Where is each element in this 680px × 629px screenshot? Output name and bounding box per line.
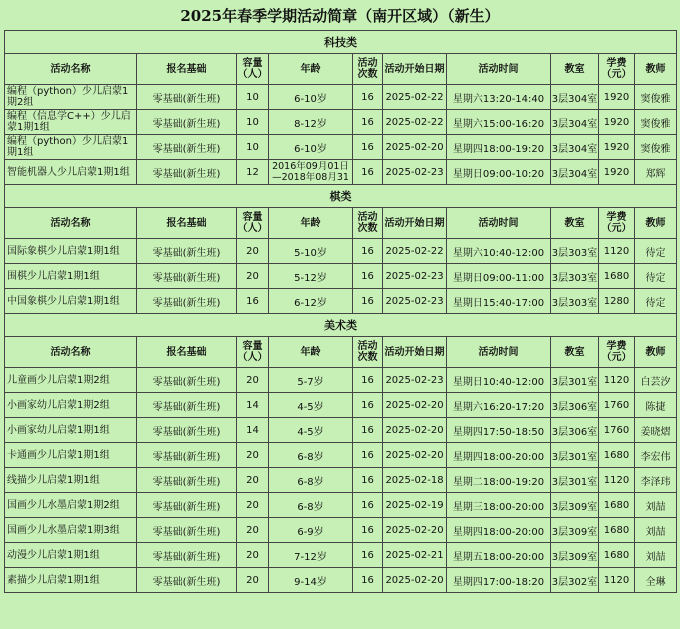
age-range-cell: 5-12岁 [269,264,353,289]
column-header-activity-time: 活动时间 [447,54,551,85]
teacher-cell: 刘喆 [635,518,677,543]
column-header-teacher: 教师 [635,54,677,85]
header-row [5,208,677,239]
activity-name-cell: 编程（python）少儿启蒙1期1组 [5,135,137,160]
schedule-body [5,31,677,593]
classroom-cell: 3层303室 [551,264,599,289]
start-date-cell: 2025-02-23 [383,160,447,185]
enroll-level-cell: 零基础(新生班) [137,443,237,468]
table-row [5,543,677,568]
tuition-fee-cell: 1120 [599,368,635,393]
session-count-cell: 16 [353,543,383,568]
table-row [5,264,677,289]
activity-name-cell: 儿童画少儿启蒙1期2组 [5,368,137,393]
table-row [5,468,677,493]
activity-name-cell: 编程（python）少儿启蒙1期2组 [5,85,137,110]
age-range-cell: 6-8岁 [269,468,353,493]
column-header-teacher: 教师 [635,337,677,368]
classroom-cell: 3层304室 [551,160,599,185]
enroll-level-cell: 零基础(新生班) [137,85,237,110]
classroom-cell: 3层309室 [551,493,599,518]
capacity-cell: 20 [237,568,269,593]
teacher-cell: 全琳 [635,568,677,593]
activity-time-cell: 星期四18:00-20:00 [447,518,551,543]
capacity-cell: 14 [237,393,269,418]
page-title: 2025年春季学期活动简章（南开区域）（新生） [180,7,500,25]
classroom-cell: 3层304室 [551,110,599,135]
age-range-cell: 6-12岁 [269,289,353,314]
activity-time-cell: 星期二18:00-19:20 [447,468,551,493]
start-date-cell: 2025-02-20 [383,393,447,418]
session-count-cell: 16 [353,264,383,289]
column-header-activity-name: 活动名称 [5,54,137,85]
start-date-cell: 2025-02-20 [383,418,447,443]
section-title-row [5,185,677,208]
activity-name-cell: 围棋少儿启蒙1期1组 [5,264,137,289]
column-header-classroom: 教室 [551,337,599,368]
header-row [5,337,677,368]
session-count-cell: 16 [353,160,383,185]
capacity-cell: 20 [237,493,269,518]
table-row [5,518,677,543]
section-title: 美术类 [5,314,677,337]
classroom-cell: 3层301室 [551,468,599,493]
column-header-age-range: 年龄 [269,208,353,239]
activity-time-cell: 星期四18:00-20:00 [447,443,551,468]
start-date-cell: 2025-02-21 [383,543,447,568]
column-header-tuition-fee: 学费（元） [599,337,635,368]
activity-name-cell: 小画家幼儿启蒙1期1组 [5,418,137,443]
activity-name-cell: 国画少儿水墨启蒙1期3组 [5,518,137,543]
enroll-level-cell: 零基础(新生班) [137,568,237,593]
activity-name-cell: 智能机器人少儿启蒙1期1组 [5,160,137,185]
age-range-cell: 4-5岁 [269,393,353,418]
tuition-fee-cell: 1680 [599,518,635,543]
activity-name-cell: 小画家幼儿启蒙1期2组 [5,393,137,418]
age-range-cell: 6-8岁 [269,443,353,468]
teacher-cell: 李宏伟 [635,443,677,468]
activity-time-cell: 星期六16:20-17:20 [447,393,551,418]
activity-time-cell: 星期日09:00-11:00 [447,264,551,289]
activity-time-cell: 星期三18:00-20:00 [447,493,551,518]
tuition-fee-cell: 1920 [599,110,635,135]
column-header-teacher: 教师 [635,208,677,239]
column-header-capacity: 容量（人） [237,337,269,368]
column-header-activity-time: 活动时间 [447,208,551,239]
activity-name-cell: 中国象棋少儿启蒙1期1组 [5,289,137,314]
table-row [5,160,677,185]
capacity-cell: 20 [237,264,269,289]
table-row [5,393,677,418]
column-header-session-count: 活动次数 [353,54,383,85]
session-count-cell: 16 [353,289,383,314]
classroom-cell: 3层309室 [551,543,599,568]
activity-name-cell: 素描少儿启蒙1期1组 [5,568,137,593]
capacity-cell: 16 [237,289,269,314]
session-count-cell: 16 [353,493,383,518]
classroom-cell: 3层304室 [551,85,599,110]
enroll-level-cell: 零基础(新生班) [137,393,237,418]
capacity-cell: 12 [237,160,269,185]
teacher-cell: 待定 [635,239,677,264]
capacity-cell: 20 [237,543,269,568]
capacity-cell: 10 [237,135,269,160]
capacity-cell: 20 [237,239,269,264]
age-range-cell: 4-5岁 [269,418,353,443]
activity-time-cell: 星期四17:50-18:50 [447,418,551,443]
enroll-level-cell: 零基础(新生班) [137,135,237,160]
age-range-cell: 6-10岁 [269,135,353,160]
column-header-classroom: 教室 [551,208,599,239]
activity-time-cell: 星期六15:00-16:20 [447,110,551,135]
capacity-cell: 20 [237,518,269,543]
column-header-start-date: 活动开始日期 [383,208,447,239]
session-count-cell: 16 [353,568,383,593]
column-header-session-count: 活动次数 [353,208,383,239]
classroom-cell: 3层301室 [551,368,599,393]
column-header-enroll-level: 报名基础 [137,54,237,85]
tuition-fee-cell: 1680 [599,493,635,518]
start-date-cell: 2025-02-22 [383,239,447,264]
tuition-fee-cell: 1120 [599,468,635,493]
table-row [5,135,677,160]
section-title-row [5,31,677,54]
age-range-cell: 6-10岁 [269,85,353,110]
tuition-fee-cell: 1280 [599,289,635,314]
teacher-cell: 刘喆 [635,493,677,518]
table-row [5,443,677,468]
activity-time-cell: 星期日15:40-17:00 [447,289,551,314]
classroom-cell: 3层304室 [551,135,599,160]
teacher-cell: 陈捷 [635,393,677,418]
session-count-cell: 16 [353,368,383,393]
enroll-level-cell: 零基础(新生班) [137,368,237,393]
section-title-row [5,314,677,337]
start-date-cell: 2025-02-20 [383,518,447,543]
teacher-cell: 窦俊雅 [635,135,677,160]
age-range-cell: 5-10岁 [269,239,353,264]
capacity-cell: 20 [237,368,269,393]
teacher-cell: 窦俊雅 [635,85,677,110]
start-date-cell: 2025-02-20 [383,443,447,468]
activity-time-cell: 星期四17:00-18:20 [447,568,551,593]
tuition-fee-cell: 1120 [599,568,635,593]
table-row [5,493,677,518]
enroll-level-cell: 零基础(新生班) [137,468,237,493]
column-header-age-range: 年龄 [269,337,353,368]
activity-time-cell: 星期六13:20-14:40 [447,85,551,110]
start-date-cell: 2025-02-23 [383,289,447,314]
enroll-level-cell: 零基础(新生班) [137,110,237,135]
table-row [5,289,677,314]
table-row [5,418,677,443]
column-header-age-range: 年龄 [269,54,353,85]
column-header-session-count: 活动次数 [353,337,383,368]
capacity-cell: 20 [237,468,269,493]
start-date-cell: 2025-02-22 [383,110,447,135]
tuition-fee-cell: 1920 [599,135,635,160]
column-header-activity-name: 活动名称 [5,208,137,239]
tuition-fee-cell: 1920 [599,160,635,185]
session-count-cell: 16 [353,518,383,543]
section-title: 棋类 [5,185,677,208]
session-count-cell: 16 [353,443,383,468]
activity-time-cell: 星期六10:40-12:00 [447,239,551,264]
column-header-activity-name: 活动名称 [5,337,137,368]
activity-time-cell: 星期四18:00-19:20 [447,135,551,160]
age-range-cell: 5-7岁 [269,368,353,393]
session-count-cell: 16 [353,468,383,493]
session-count-cell: 16 [353,110,383,135]
tuition-fee-cell: 1760 [599,418,635,443]
column-header-tuition-fee: 学费（元） [599,54,635,85]
classroom-cell: 3层309室 [551,518,599,543]
tuition-fee-cell: 1120 [599,239,635,264]
column-header-start-date: 活动开始日期 [383,54,447,85]
session-count-cell: 16 [353,418,383,443]
start-date-cell: 2025-02-23 [383,264,447,289]
classroom-cell: 3层306室 [551,418,599,443]
start-date-cell: 2025-02-18 [383,468,447,493]
session-count-cell: 16 [353,393,383,418]
enroll-level-cell: 零基础(新生班) [137,518,237,543]
enroll-level-cell: 零基础(新生班) [137,493,237,518]
table-row [5,110,677,135]
activity-name-cell: 编程（信息学C++）少儿启蒙1期1组 [5,110,137,135]
start-date-cell: 2025-02-23 [383,368,447,393]
teacher-cell: 待定 [635,264,677,289]
column-header-capacity: 容量（人） [237,208,269,239]
enroll-level-cell: 零基础(新生班) [137,160,237,185]
activity-name-cell: 国画少儿水墨启蒙1期2组 [5,493,137,518]
start-date-cell: 2025-02-20 [383,135,447,160]
header-row [5,54,677,85]
activity-name-cell: 动漫少儿启蒙1期1组 [5,543,137,568]
column-header-enroll-level: 报名基础 [137,208,237,239]
session-count-cell: 16 [353,85,383,110]
table-row [5,368,677,393]
section-title: 科技类 [5,31,677,54]
teacher-cell: 待定 [635,289,677,314]
teacher-cell: 刘喆 [635,543,677,568]
teacher-cell: 白芸汐 [635,368,677,393]
age-range-cell: 7-12岁 [269,543,353,568]
teacher-cell: 郑辉 [635,160,677,185]
start-date-cell: 2025-02-19 [383,493,447,518]
activity-name-cell: 线描少儿启蒙1期1组 [5,468,137,493]
enroll-level-cell: 零基础(新生班) [137,239,237,264]
column-header-tuition-fee: 学费（元） [599,208,635,239]
activity-name-cell: 国际象棋少儿启蒙1期1组 [5,239,137,264]
classroom-cell: 3层306室 [551,393,599,418]
classroom-cell: 3层302室 [551,568,599,593]
tuition-fee-cell: 1680 [599,543,635,568]
tuition-fee-cell: 1920 [599,85,635,110]
capacity-cell: 10 [237,110,269,135]
enroll-level-cell: 零基础(新生班) [137,418,237,443]
age-range-cell: 9-14岁 [269,568,353,593]
enroll-level-cell: 零基础(新生班) [137,264,237,289]
teacher-cell: 窦俊雅 [635,110,677,135]
age-range-cell: 6-8岁 [269,493,353,518]
activity-time-cell: 星期日10:40-12:00 [447,368,551,393]
classroom-cell: 3层301室 [551,443,599,468]
classroom-cell: 3层303室 [551,239,599,264]
enroll-level-cell: 零基础(新生班) [137,289,237,314]
start-date-cell: 2025-02-20 [383,568,447,593]
capacity-cell: 14 [237,418,269,443]
age-range-cell: 2016年09月01日—2018年08月31 [269,160,353,185]
tuition-fee-cell: 1680 [599,443,635,468]
teacher-cell: 李泽玮 [635,468,677,493]
tuition-fee-cell: 1760 [599,393,635,418]
session-count-cell: 16 [353,239,383,264]
age-range-cell: 8-12岁 [269,110,353,135]
table-row [5,239,677,264]
activity-time-cell: 星期日09:00-10:20 [447,160,551,185]
age-range-cell: 6-9岁 [269,518,353,543]
capacity-cell: 10 [237,85,269,110]
column-header-activity-time: 活动时间 [447,337,551,368]
table-row [5,85,677,110]
capacity-cell: 20 [237,443,269,468]
start-date-cell: 2025-02-22 [383,85,447,110]
activity-time-cell: 星期五18:00-20:00 [447,543,551,568]
session-count-cell: 16 [353,135,383,160]
table-row [5,568,677,593]
activity-name-cell: 卡通画少儿启蒙1期1组 [5,443,137,468]
enroll-level-cell: 零基础(新生班) [137,543,237,568]
column-header-classroom: 教室 [551,54,599,85]
tuition-fee-cell: 1680 [599,264,635,289]
teacher-cell: 姜晓熠 [635,418,677,443]
column-header-enroll-level: 报名基础 [137,337,237,368]
column-header-capacity: 容量（人） [237,54,269,85]
classroom-cell: 3层303室 [551,289,599,314]
schedule-table [4,30,677,593]
column-header-start-date: 活动开始日期 [383,337,447,368]
